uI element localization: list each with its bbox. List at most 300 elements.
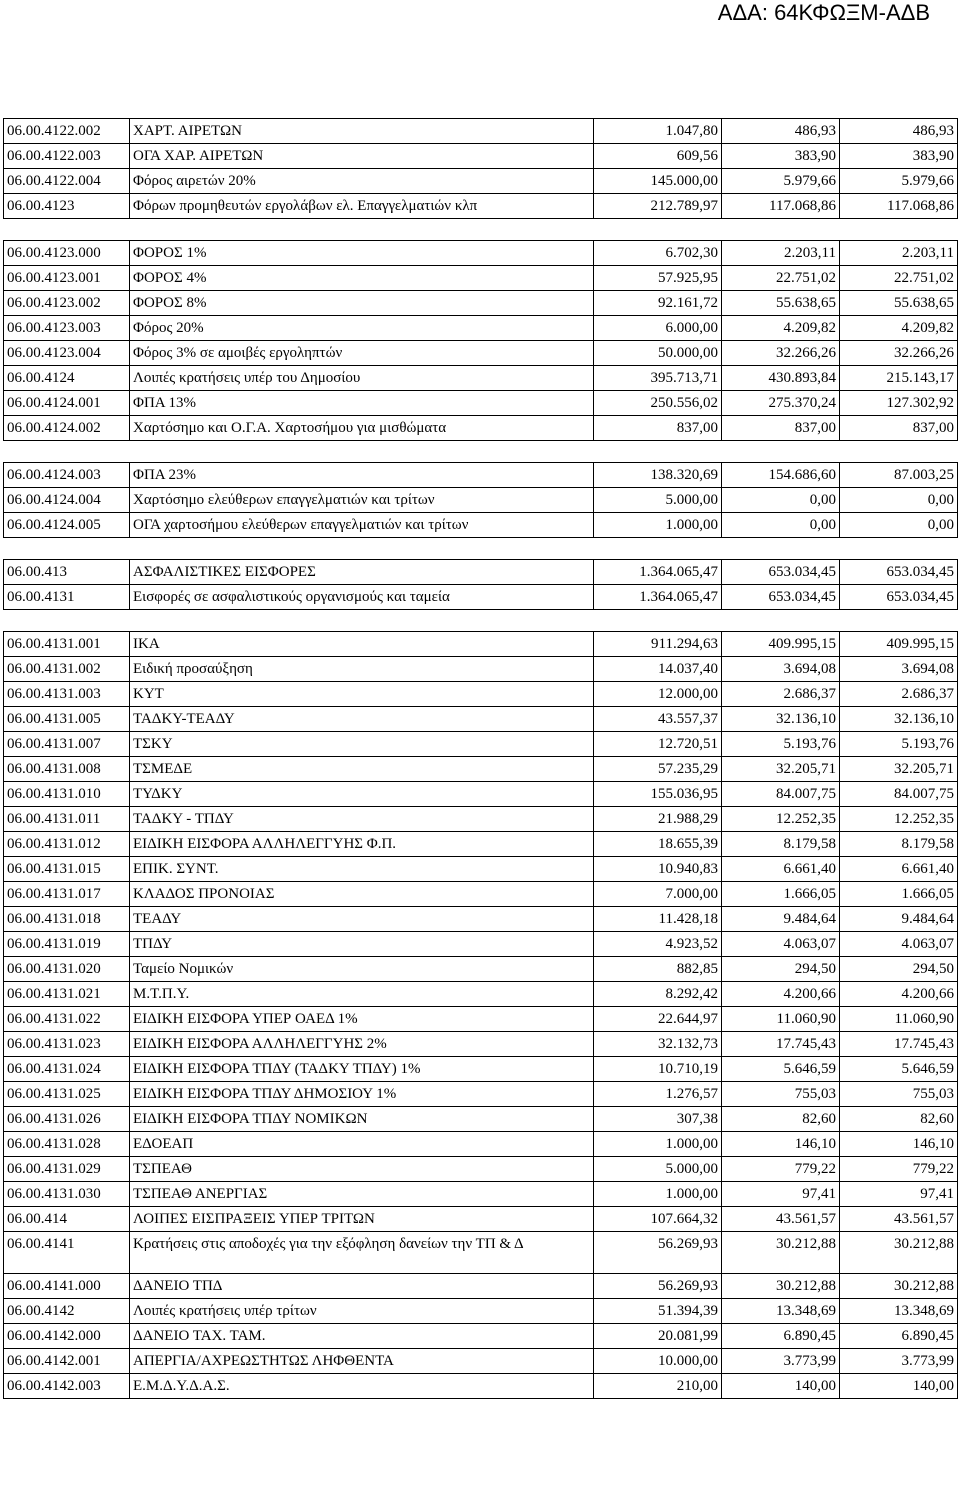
account-code-cell: 06.00.4122.004 [4,169,130,194]
description-cell: ΕΙΔΙΚΗ ΕΙΣΦΟΡΑ ΤΠΔΥ ΝΟΜΙΚΩΝ [130,1107,594,1132]
budget-amount-cell: 7.000,00 [594,882,722,907]
description-cell: ΤΣΜΕΔΕ [130,757,594,782]
table-row [4,732,958,757]
table-row [4,463,958,488]
budget-amount-cell: 43.557,37 [594,707,722,732]
table-row [4,416,958,441]
description-cell: ΤΣΠΕΑΘ ΑΝΕΡΓΙΑΣ [130,1182,594,1207]
account-code-cell: 06.00.4131.019 [4,932,130,957]
certified-amount-cell: 3.694,08 [722,657,840,682]
collected-amount-cell: 97,41 [840,1182,958,1207]
collected-amount-cell: 17.745,43 [840,1032,958,1057]
collected-amount-cell: 383,90 [840,144,958,169]
certified-amount-cell: 755,03 [722,1082,840,1107]
collected-amount-cell: 55.638,65 [840,291,958,316]
description-cell: ΕΔΟΕΑΠ [130,1132,594,1157]
account-code-cell: 06.00.4131.003 [4,682,130,707]
table-row [4,1182,958,1207]
collected-amount-cell: 127.302,92 [840,391,958,416]
account-code-cell: 06.00.4131.020 [4,957,130,982]
table-row [4,657,958,682]
certified-amount-cell: 55.638,65 [722,291,840,316]
certified-amount-cell: 82,60 [722,1107,840,1132]
account-code-cell: 06.00.414 [4,1207,130,1232]
table-row [4,707,958,732]
table-row [4,391,958,416]
certified-amount-cell: 140,00 [722,1374,840,1399]
account-code-cell: 06.00.4131.028 [4,1132,130,1157]
certified-amount-cell: 5.193,76 [722,732,840,757]
certified-amount-cell: 30.212,88 [722,1232,840,1274]
account-code-cell: 06.00.4131.010 [4,782,130,807]
account-code-cell: 06.00.4142 [4,1299,130,1324]
table-row [4,1007,958,1032]
collected-amount-cell: 117.068,86 [840,194,958,219]
table-row [4,632,958,657]
budget-amount-cell: 57.235,29 [594,757,722,782]
account-code-cell: 06.00.4123.001 [4,266,130,291]
certified-amount-cell: 2.203,11 [722,241,840,266]
certified-amount-cell: 117.068,86 [722,194,840,219]
row-spacer [4,538,958,560]
certified-amount-cell: 275.370,24 [722,391,840,416]
account-code-cell: 06.00.4131.026 [4,1107,130,1132]
empty-cell [4,610,130,632]
account-code-cell: 06.00.4124.004 [4,488,130,513]
budget-amount-cell: 1.364.065,47 [594,560,722,585]
account-code-cell: 06.00.4131.007 [4,732,130,757]
budget-amount-cell: 11.428,18 [594,907,722,932]
budget-amount-cell: 911.294,63 [594,632,722,657]
budget-amount-cell: 10.000,00 [594,1349,722,1374]
certified-amount-cell: 653.034,45 [722,560,840,585]
account-code-cell: 06.00.4123.002 [4,291,130,316]
budget-amount-cell: 1.000,00 [594,513,722,538]
account-code-cell: 06.00.4131.029 [4,1157,130,1182]
table-row [4,366,958,391]
certified-amount-cell: 0,00 [722,513,840,538]
table-row [4,1207,958,1232]
table-row [4,119,958,144]
collected-amount-cell: 0,00 [840,513,958,538]
account-code-cell: 06.00.4131.012 [4,832,130,857]
budget-amount-cell: 18.655,39 [594,832,722,857]
certified-amount-cell: 4.209,82 [722,316,840,341]
account-code-cell: 06.00.4131.018 [4,907,130,932]
table-row [4,982,958,1007]
budget-amount-cell: 1.276,57 [594,1082,722,1107]
collected-amount-cell: 8.179,58 [840,832,958,857]
collected-amount-cell: 3.773,99 [840,1349,958,1374]
budget-amount-cell: 12.720,51 [594,732,722,757]
budget-amount-cell: 92.161,72 [594,291,722,316]
collected-amount-cell: 13.348,69 [840,1299,958,1324]
budget-amount-cell: 1.364.065,47 [594,585,722,610]
empty-cell [594,538,722,560]
table-row [4,169,958,194]
empty-cell [722,219,840,241]
collected-amount-cell: 87.003,25 [840,463,958,488]
table-row [4,513,958,538]
certified-amount-cell: 1.666,05 [722,882,840,907]
certified-amount-cell: 0,00 [722,488,840,513]
description-cell: ΑΠΕΡΓΙΑ/ΑΧΡΕΩΣΤΗΤΩΣ ΛΗΦΘΕΝΤΑ [130,1349,594,1374]
certified-amount-cell: 3.773,99 [722,1349,840,1374]
collected-amount-cell: 30.212,88 [840,1232,958,1274]
budget-amount-cell: 1.047,80 [594,119,722,144]
table-row [4,757,958,782]
collected-amount-cell: 11.060,90 [840,1007,958,1032]
collected-amount-cell: 22.751,02 [840,266,958,291]
collected-amount-cell: 32.136,10 [840,707,958,732]
description-cell: ΚΛΑΔΟΣ ΠΡΟΝΟΙΑΣ [130,882,594,907]
account-code-cell: 06.00.4131.001 [4,632,130,657]
description-cell: ΦΟΡΟΣ 8% [130,291,594,316]
certified-amount-cell: 2.686,37 [722,682,840,707]
table-row [4,488,958,513]
table-row [4,1132,958,1157]
account-code-cell: 06.00.4131.005 [4,707,130,732]
description-cell: Φόρος 20% [130,316,594,341]
certified-amount-cell: 430.893,84 [722,366,840,391]
row-spacer [4,219,958,241]
account-code-cell: 06.00.4131.024 [4,1057,130,1082]
table-row [4,1274,958,1299]
account-code-cell: 06.00.4124.005 [4,513,130,538]
certified-amount-cell: 84.007,75 [722,782,840,807]
description-cell: ΤΠΔΥ [130,932,594,957]
certified-amount-cell: 4.063,07 [722,932,840,957]
budget-amount-cell: 837,00 [594,416,722,441]
collected-amount-cell: 2.203,11 [840,241,958,266]
collected-amount-cell: 84.007,75 [840,782,958,807]
collected-amount-cell: 9.484,64 [840,907,958,932]
budget-amount-cell: 14.037,40 [594,657,722,682]
table-row [4,807,958,832]
collected-amount-cell: 6.890,45 [840,1324,958,1349]
table-row [4,585,958,610]
table-row [4,957,958,982]
budget-amount-cell: 10.940,83 [594,857,722,882]
budget-amount-cell: 6.000,00 [594,316,722,341]
description-cell: ΦΟΡΟΣ 4% [130,266,594,291]
empty-cell [594,219,722,241]
collected-amount-cell: 409.995,15 [840,632,958,657]
table-row [4,882,958,907]
description-cell: ΧΑΡΤ. ΑΙΡΕΤΩΝ [130,119,594,144]
certified-amount-cell: 8.179,58 [722,832,840,857]
budget-amount-cell: 609,56 [594,144,722,169]
description-cell: ΕΠΙΚ. ΣΥΝΤ. [130,857,594,882]
description-cell: ΤΕΑΔΥ [130,907,594,932]
budget-amount-cell: 155.036,95 [594,782,722,807]
description-cell: ΕΙΔΙΚΗ ΕΙΣΦΟΡΑ ΥΠΕΡ ΟΑΕΔ 1% [130,1007,594,1032]
collected-amount-cell: 215.143,17 [840,366,958,391]
collected-amount-cell: 146,10 [840,1132,958,1157]
certified-amount-cell: 32.136,10 [722,707,840,732]
budget-amount-cell: 210,00 [594,1374,722,1399]
account-code-cell: 06.00.4124.002 [4,416,130,441]
table-row [4,932,958,957]
account-code-cell: 06.00.4124 [4,366,130,391]
collected-amount-cell: 32.205,71 [840,757,958,782]
empty-cell [4,441,130,463]
certified-amount-cell: 43.561,57 [722,1207,840,1232]
certified-amount-cell: 4.200,66 [722,982,840,1007]
description-cell: ΦΟΡΟΣ 1% [130,241,594,266]
table-row [4,144,958,169]
account-code-cell: 06.00.4122.003 [4,144,130,169]
certified-amount-cell: 97,41 [722,1182,840,1207]
empty-cell [130,441,594,463]
budget-amount-cell: 250.556,02 [594,391,722,416]
description-cell: ΚΥΤ [130,682,594,707]
collected-amount-cell: 140,00 [840,1374,958,1399]
empty-cell [840,538,958,560]
collected-amount-cell: 2.686,37 [840,682,958,707]
table-row [4,1157,958,1182]
table-row [4,1107,958,1132]
budget-amount-cell: 1.000,00 [594,1182,722,1207]
account-code-cell: 06.00.4123 [4,194,130,219]
table-row [4,857,958,882]
certified-amount-cell: 12.252,35 [722,807,840,832]
table-row [4,1299,958,1324]
budget-amount-cell: 307,38 [594,1107,722,1132]
collected-amount-cell: 486,93 [840,119,958,144]
empty-cell [840,610,958,632]
budget-amount-cell: 6.702,30 [594,241,722,266]
account-code-cell: 06.00.4142.001 [4,1349,130,1374]
description-cell: Μ.Τ.Π.Υ. [130,982,594,1007]
table-row [4,560,958,585]
description-cell: ΤΑΔΚΥ-ΤΕΑΔΥ [130,707,594,732]
collected-amount-cell: 0,00 [840,488,958,513]
collected-amount-cell: 5.979,66 [840,169,958,194]
account-code-cell: 06.00.4131.017 [4,882,130,907]
description-cell: ΤΥΔΚΥ [130,782,594,807]
description-cell: ΦΠΑ 13% [130,391,594,416]
account-code-cell: 06.00.4131.023 [4,1032,130,1057]
budget-amount-cell: 1.000,00 [594,1132,722,1157]
description-cell: ΕΙΔΙΚΗ ΕΙΣΦΟΡΑ ΑΛΛΗΛΕΓΓΥΗΣ 2% [130,1032,594,1057]
table-row [4,682,958,707]
description-cell: Εισφορές σε ασφαλιστικούς οργανισμούς και ταμεία [130,585,594,610]
collected-amount-cell: 755,03 [840,1082,958,1107]
empty-cell [130,219,594,241]
budget-amount-cell: 56.269,93 [594,1232,722,1274]
account-code-cell: 06.00.4131.025 [4,1082,130,1107]
description-cell: ΔΑΝΕΙΟ ΤΠΔ [130,1274,594,1299]
budget-amount-cell: 51.394,39 [594,1299,722,1324]
collected-amount-cell: 1.666,05 [840,882,958,907]
certified-amount-cell: 13.348,69 [722,1299,840,1324]
empty-cell [840,441,958,463]
row-spacer [4,610,958,632]
certified-amount-cell: 9.484,64 [722,907,840,932]
description-cell: Ε.Μ.Δ.Υ.Δ.Α.Σ. [130,1374,594,1399]
collected-amount-cell: 779,22 [840,1157,958,1182]
collected-amount-cell: 5.646,59 [840,1057,958,1082]
budget-amount-cell: 32.132,73 [594,1032,722,1057]
description-cell: Κρατήσεις στις αποδοχές για την εξόφληση δανείων την ΤΠ & Δ [130,1232,594,1274]
certified-amount-cell: 837,00 [722,416,840,441]
budget-amount-cell: 50.000,00 [594,341,722,366]
table-row [4,1232,958,1274]
certified-amount-cell: 294,50 [722,957,840,982]
certified-amount-cell: 5.979,66 [722,169,840,194]
table-row [4,241,958,266]
budget-amount-cell: 10.710,19 [594,1057,722,1082]
collected-amount-cell: 5.193,76 [840,732,958,757]
table-row [4,1374,958,1399]
account-code-cell: 06.00.4141.000 [4,1274,130,1299]
budget-amount-cell: 22.644,97 [594,1007,722,1032]
empty-cell [722,441,840,463]
description-cell: Χαρτόσημο ελεύθερων επαγγελματιών και τρίτων [130,488,594,513]
account-code-cell: 06.00.4131.022 [4,1007,130,1032]
collected-amount-cell: 30.212,88 [840,1274,958,1299]
budget-amount-cell: 8.292,42 [594,982,722,1007]
description-cell: ΤΑΔΚΥ - ΤΠΔΥ [130,807,594,832]
collected-amount-cell: 4.200,66 [840,982,958,1007]
budget-amount-cell: 882,85 [594,957,722,982]
certified-amount-cell: 6.890,45 [722,1324,840,1349]
collected-amount-cell: 12.252,35 [840,807,958,832]
collected-amount-cell: 837,00 [840,416,958,441]
collected-amount-cell: 294,50 [840,957,958,982]
description-cell: ΦΠΑ 23% [130,463,594,488]
collected-amount-cell: 4.209,82 [840,316,958,341]
collected-amount-cell: 32.266,26 [840,341,958,366]
budget-table [3,118,958,1399]
description-cell: ΕΙΔΙΚΗ ΕΙΣΦΟΡΑ ΑΛΛΗΛΕΓΓΥΗΣ Φ.Π. [130,832,594,857]
collected-amount-cell: 653.034,45 [840,585,958,610]
collected-amount-cell: 82,60 [840,1107,958,1132]
certified-amount-cell: 779,22 [722,1157,840,1182]
budget-amount-cell: 21.988,29 [594,807,722,832]
table-row [4,832,958,857]
certified-amount-cell: 154.686,60 [722,463,840,488]
collected-amount-cell: 43.561,57 [840,1207,958,1232]
account-code-cell: 06.00.4131.015 [4,857,130,882]
collected-amount-cell: 3.694,08 [840,657,958,682]
certified-amount-cell: 409.995,15 [722,632,840,657]
budget-amount-cell: 395.713,71 [594,366,722,391]
description-cell: ΕΙΔΙΚΗ ΕΙΣΦΟΡΑ ΤΠΔΥ (ΤΑΔΚΥ ΤΠΔΥ) 1% [130,1057,594,1082]
description-cell: ΟΓΑ ΧΑΡ. ΑΙΡΕΤΩΝ [130,144,594,169]
certified-amount-cell: 146,10 [722,1132,840,1157]
description-cell: Λοιπές κρατήσεις υπέρ του Δημοσίου [130,366,594,391]
account-code-cell: 06.00.4131.030 [4,1182,130,1207]
description-cell: Χαρτόσημο και Ο.Γ.Α. Χαρτοσήμου για μισθώματα [130,416,594,441]
description-cell: ΑΣΦΑΛΙΣΤΙΚΕΣ ΕΙΣΦΟΡΕΣ [130,560,594,585]
account-code-cell: 06.00.4123.004 [4,341,130,366]
table-row [4,1082,958,1107]
certified-amount-cell: 30.212,88 [722,1274,840,1299]
table-row [4,782,958,807]
description-cell: Φόρος αιρετών 20% [130,169,594,194]
account-code-cell: 06.00.413 [4,560,130,585]
certified-amount-cell: 486,93 [722,119,840,144]
table-row [4,341,958,366]
empty-cell [130,610,594,632]
table-row [4,1032,958,1057]
description-cell: ΛΟΙΠΕΣ ΕΙΣΠΡΑΞΕΙΣ ΥΠΕΡ ΤΡΙΤΩΝ [130,1207,594,1232]
description-cell: Λοιπές κρατήσεις υπέρ τρίτων [130,1299,594,1324]
empty-cell [4,219,130,241]
budget-amount-cell: 107.664,32 [594,1207,722,1232]
empty-cell [594,441,722,463]
collected-amount-cell: 4.063,07 [840,932,958,957]
table-row [4,907,958,932]
account-code-cell: 06.00.4131.008 [4,757,130,782]
budget-table-body [4,119,958,1399]
ada-header: ΑΔΑ: 64ΚΦΩΞΜ-ΑΔΒ [717,0,930,25]
budget-amount-cell: 212.789,97 [594,194,722,219]
account-code-cell: 06.00.4131.021 [4,982,130,1007]
empty-cell [130,538,594,560]
budget-amount-cell: 56.269,93 [594,1274,722,1299]
account-code-cell: 06.00.4141 [4,1232,130,1274]
empty-cell [722,610,840,632]
description-cell: Ειδική προσαύξηση [130,657,594,682]
certified-amount-cell: 17.745,43 [722,1032,840,1057]
description-cell: ΟΓΑ χαρτοσήμου ελεύθερων επαγγελματιών και τρίτων [130,513,594,538]
empty-cell [594,610,722,632]
budget-amount-cell: 12.000,00 [594,682,722,707]
certified-amount-cell: 6.661,40 [722,857,840,882]
budget-amount-cell: 5.000,00 [594,488,722,513]
description-cell: ΤΣΚΥ [130,732,594,757]
empty-cell [840,219,958,241]
account-code-cell: 06.00.4124.001 [4,391,130,416]
table-row [4,316,958,341]
table-row [4,194,958,219]
description-cell: Ταμείο Νομικών [130,957,594,982]
table-row [4,291,958,316]
certified-amount-cell: 5.646,59 [722,1057,840,1082]
account-code-cell: 06.00.4142.000 [4,1324,130,1349]
account-code-cell: 06.00.4122.002 [4,119,130,144]
table-row [4,266,958,291]
budget-amount-cell: 57.925,95 [594,266,722,291]
certified-amount-cell: 32.266,26 [722,341,840,366]
budget-amount-cell: 138.320,69 [594,463,722,488]
description-cell: Φόρος 3% σε αμοιβές εργοληπτών [130,341,594,366]
table-row [4,1349,958,1374]
certified-amount-cell: 22.751,02 [722,266,840,291]
description-cell: Φόρων προμηθευτών εργολάβων ελ. Επαγγελματιών κλπ [130,194,594,219]
empty-cell [722,538,840,560]
account-code-cell: 06.00.4131.011 [4,807,130,832]
empty-cell [4,538,130,560]
row-spacer [4,441,958,463]
description-cell: ΙΚΑ [130,632,594,657]
account-code-cell: 06.00.4123.000 [4,241,130,266]
account-code-cell: 06.00.4123.003 [4,316,130,341]
budget-amount-cell: 20.081,99 [594,1324,722,1349]
certified-amount-cell: 32.205,71 [722,757,840,782]
description-cell: ΔΑΝΕΙΟ ΤΑΧ. ΤΑΜ. [130,1324,594,1349]
certified-amount-cell: 383,90 [722,144,840,169]
description-cell: ΕΙΔΙΚΗ ΕΙΣΦΟΡΑ ΤΠΔΥ ΔΗΜΟΣΙΟΥ 1% [130,1082,594,1107]
budget-amount-cell: 5.000,00 [594,1157,722,1182]
table-row [4,1324,958,1349]
account-code-cell: 06.00.4142.003 [4,1374,130,1399]
table-row [4,1057,958,1082]
account-code-cell: 06.00.4131 [4,585,130,610]
